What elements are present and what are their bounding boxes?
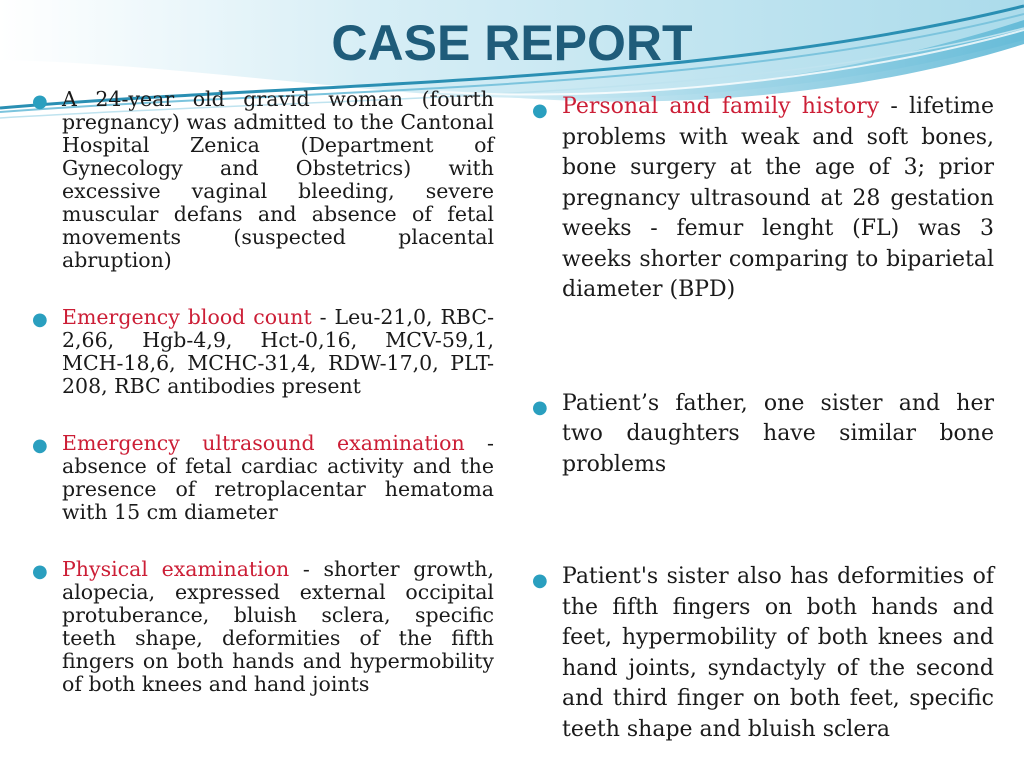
list-item bbox=[32, 88, 494, 272]
bullet-text: Patient’s father, one sister and her two daughters have similar bone problems bbox=[562, 390, 994, 477]
disc-bullet-icon: ● bbox=[32, 91, 48, 112]
bullet-lead: Personal and family history bbox=[562, 94, 880, 119]
list-item bbox=[532, 389, 994, 481]
bullet-lead: Physical examination bbox=[62, 557, 290, 581]
list-item bbox=[32, 432, 494, 524]
disc-bullet-icon: ● bbox=[532, 100, 548, 121]
list-item bbox=[532, 562, 994, 745]
slide-title: CASE REPORT bbox=[331, 15, 693, 71]
disc-bullet-icon: ● bbox=[532, 570, 548, 591]
list-item bbox=[32, 306, 494, 398]
bullet-lead: Emergency blood count bbox=[62, 305, 312, 329]
disc-bullet-icon: ● bbox=[32, 309, 48, 330]
bullet-text: A 24-year old gravid woman (fourth pregnancy) was admitted to the Cantonal Hospital Zenica (Department of Gynecology and Obstetrics) with excessive vaginal bleeding, severe muscular defans and absence of fetal movements (suspected placental abruption) bbox=[62, 87, 494, 272]
list-item bbox=[532, 92, 994, 306]
disc-bullet-icon: ● bbox=[32, 561, 48, 582]
bullet-text: - absence of fetal cardiac activity and the presence of retroplacentar hematoma with 15 cm diameter bbox=[62, 431, 494, 524]
bullet-text: - Leu-21,0, RBC-2,66, Hgb-4,9, Hct-0,16, MCV-59,1, MCH-18,6, MCHC-31,4, RDW-17,0, PLT-208, RBC antibodies present bbox=[62, 305, 494, 398]
bullet-text: - lifetime problems with weak and soft bones, bone surgery at the age of 3; prior pregnancy ultrasound at 28 gestation weeks - femur lenght (FL) was 3 weeks shorter comparing to biparietal diameter (BPD) bbox=[562, 94, 994, 302]
bullet-text: - shorter growth, alopecia, expressed external occipital protuberance, bluish sclera, specific teeth shape, deformities of the fifth fingers on both hands and hypermobility of both knees and hand joints bbox=[62, 557, 495, 696]
disc-bullet-icon: ● bbox=[32, 435, 48, 456]
bullet-lead: Emergency ultrasound examination bbox=[62, 431, 465, 455]
disc-bullet-icon: ● bbox=[532, 396, 548, 418]
bullet-text: Patient's sister also has deformities of the fifth fingers on both hands and feet, hypermobility of both knees and hand joints, syndactyly of the second and third finger on both feet, specific teeth shape and bluish sclera bbox=[562, 564, 994, 742]
right-bullet-list bbox=[532, 92, 994, 745]
list-item bbox=[32, 558, 494, 696]
left-bullet-list bbox=[32, 88, 494, 696]
